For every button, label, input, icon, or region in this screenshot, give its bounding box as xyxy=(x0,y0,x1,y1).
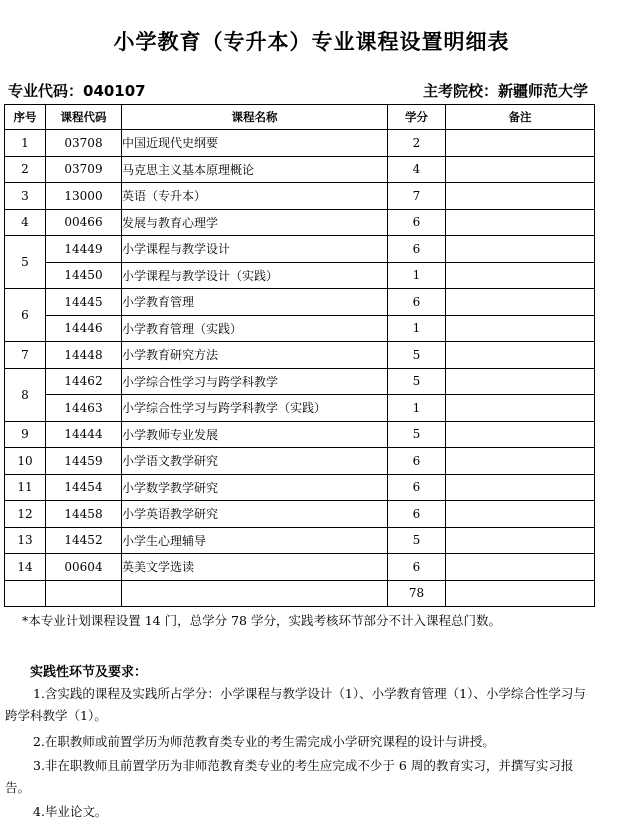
practice-item: 3.非在职教师且前置学历为非师范教育类专业的考生应完成不少于 6 周的教育实习，并撰写实习报告。 xyxy=(5,758,574,795)
practice-item: 1.含实践的课程及实践所占学分：小学课程与教学设计（1）、小学教育管理（1）、小学综合性学习与跨学科教学（1）。 xyxy=(5,686,586,723)
table-row xyxy=(5,421,595,448)
cell-remark xyxy=(446,156,595,183)
cell-code: 14458 xyxy=(46,501,122,528)
cell-name: 马克思主义基本原理概论 xyxy=(122,156,388,183)
cell-code: 00466 xyxy=(46,209,122,236)
cell-code: 03708 xyxy=(46,130,122,157)
page-title: 小学教育（专升本）专业课程设置明细表 xyxy=(113,30,510,54)
cell-no: 14 xyxy=(5,554,46,581)
cell-name: 小学教育管理 xyxy=(122,289,388,316)
cell-credit: 5 xyxy=(388,421,446,448)
cell-remark xyxy=(446,368,595,395)
cell-remark xyxy=(446,527,595,554)
cell-empty xyxy=(5,580,46,607)
table-row xyxy=(5,130,595,157)
table-row xyxy=(5,554,595,581)
cell-no: 2 xyxy=(5,156,46,183)
cell-empty xyxy=(46,580,122,607)
cell-credit: 1 xyxy=(388,315,446,342)
table-row xyxy=(5,474,595,501)
table-row xyxy=(5,183,595,210)
cell-code: 00604 xyxy=(46,554,122,581)
cell-code: 14448 xyxy=(46,342,122,369)
cell-remark xyxy=(446,448,595,475)
cell-empty xyxy=(122,580,388,607)
cell-credit: 6 xyxy=(388,236,446,263)
table-row xyxy=(5,342,595,369)
cell-credit: 1 xyxy=(388,395,446,422)
cell-no: 8 xyxy=(5,368,46,421)
table-row xyxy=(5,156,595,183)
cell-name: 小学课程与教学设计（实践） xyxy=(122,262,388,289)
cell-code: 14459 xyxy=(46,448,122,475)
cell-code: 14445 xyxy=(46,289,122,316)
cell-remark xyxy=(446,315,595,342)
cell-credit: 5 xyxy=(388,368,446,395)
table-row xyxy=(5,315,595,342)
table-row xyxy=(5,368,595,395)
cell-credit: 7 xyxy=(388,183,446,210)
cell-name: 英美文学选读 xyxy=(122,554,388,581)
cell-no: 1 xyxy=(5,130,46,157)
header-credit: 学分 xyxy=(388,105,446,130)
cell-code: 14446 xyxy=(46,315,122,342)
cell-no: 11 xyxy=(5,474,46,501)
table-header-row xyxy=(5,105,595,130)
major-code: 专业代码：040107 xyxy=(8,82,146,100)
cell-no: 12 xyxy=(5,501,46,528)
table-row xyxy=(5,501,595,528)
cell-code: 14454 xyxy=(46,474,122,501)
cell-no: 6 xyxy=(5,289,46,342)
cell-code: 14449 xyxy=(46,236,122,263)
cell-remark xyxy=(446,501,595,528)
cell-name: 小学课程与教学设计 xyxy=(122,236,388,263)
cell-credit: 6 xyxy=(388,448,446,475)
cell-credit: 5 xyxy=(388,527,446,554)
cell-credit: 6 xyxy=(388,474,446,501)
header-remark: 备注 xyxy=(446,105,595,130)
cell-code: 14463 xyxy=(46,395,122,422)
cell-name: 中国近现代史纲要 xyxy=(122,130,388,157)
cell-name: 英语（专升本） xyxy=(122,183,388,210)
cell-remark xyxy=(446,342,595,369)
cell-credit: 2 xyxy=(388,130,446,157)
cell-credit: 6 xyxy=(388,209,446,236)
cell-name: 小学教育研究方法 xyxy=(122,342,388,369)
cell-code: 14462 xyxy=(46,368,122,395)
cell-no: 3 xyxy=(5,183,46,210)
cell-name: 发展与教育心理学 xyxy=(122,209,388,236)
cell-name: 小学综合性学习与跨学科教学（实践） xyxy=(122,395,388,422)
table-row xyxy=(5,395,595,422)
cell-no: 5 xyxy=(5,236,46,289)
cell-empty xyxy=(446,580,595,607)
table-row xyxy=(5,236,595,263)
cell-remark xyxy=(446,474,595,501)
cell-credit: 6 xyxy=(388,554,446,581)
total-credit: 78 xyxy=(388,580,446,607)
table-row xyxy=(5,209,595,236)
practice-item: 2.在职教师或前置学历为师范教育类专业的考生需完成小学研究课程的设计与讲授。 xyxy=(33,734,495,749)
cell-name: 小学生心理辅导 xyxy=(122,527,388,554)
practice-title: 实践性环节及要求： xyxy=(30,665,148,680)
cell-name: 小学数学教学研究 xyxy=(122,474,388,501)
cell-remark xyxy=(446,554,595,581)
cell-no: 4 xyxy=(5,209,46,236)
cell-no: 10 xyxy=(5,448,46,475)
cell-name: 小学综合性学习与跨学科教学 xyxy=(122,368,388,395)
cell-code: 14452 xyxy=(46,527,122,554)
cell-no: 7 xyxy=(5,342,46,369)
cell-remark xyxy=(446,262,595,289)
cell-code: 03709 xyxy=(46,156,122,183)
header-no: 序号 xyxy=(5,105,46,130)
table-row xyxy=(5,289,595,316)
cell-name: 小学英语教学研究 xyxy=(122,501,388,528)
cell-name: 小学语文教学研究 xyxy=(122,448,388,475)
cell-no: 9 xyxy=(5,421,46,448)
cell-name: 小学教育管理（实践） xyxy=(122,315,388,342)
total-row xyxy=(5,580,595,607)
cell-credit: 4 xyxy=(388,156,446,183)
cell-remark xyxy=(446,421,595,448)
cell-remark xyxy=(446,289,595,316)
summary-note: *本专业计划课程设置 14 门，总学分 78 学分，实践考核环节部分不计入课程总门数。 xyxy=(22,613,501,628)
practice-item: 4.毕业论文。 xyxy=(33,804,108,819)
cell-remark xyxy=(446,209,595,236)
header-code: 课程代码 xyxy=(46,105,122,130)
cell-code: 13000 xyxy=(46,183,122,210)
cell-code: 14450 xyxy=(46,262,122,289)
table-body xyxy=(5,130,595,607)
table-row xyxy=(5,448,595,475)
cell-credit: 1 xyxy=(388,262,446,289)
cell-remark xyxy=(446,130,595,157)
cell-credit: 6 xyxy=(388,501,446,528)
header-name: 课程名称 xyxy=(122,105,388,130)
cell-code: 14444 xyxy=(46,421,122,448)
cell-remark xyxy=(446,183,595,210)
cell-name: 小学教师专业发展 xyxy=(122,421,388,448)
cell-remark xyxy=(446,236,595,263)
cell-remark xyxy=(446,395,595,422)
table-row xyxy=(5,527,595,554)
meta-line xyxy=(8,80,588,102)
cell-no: 13 xyxy=(5,527,46,554)
course-table xyxy=(4,104,595,607)
exam-school: 主考院校：新疆师范大学 xyxy=(422,82,588,100)
cell-credit: 6 xyxy=(388,289,446,316)
table-row xyxy=(5,262,595,289)
cell-credit: 5 xyxy=(388,342,446,369)
